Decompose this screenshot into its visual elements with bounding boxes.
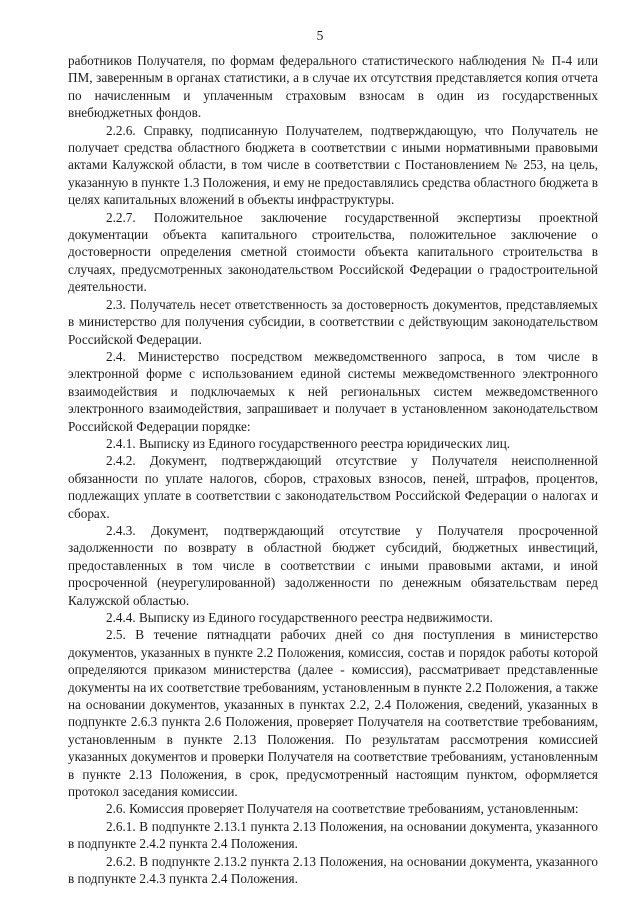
document-body	[68, 52, 598, 888]
paragraph-2-6-1: 2.6.1. В подпункте 2.13.1 пункта 2.13 Положения, на основании документа, указанного в подпункте 2.4.2 пункта 2.4 Положения.	[68, 818, 598, 852]
paragraph-2-4-2: 2.4.2. Документ, подтверждающий отсутствие у Получателя неисполненной обязанности по уплате налогов, сборов, страховых взносов, пеней, штрафов, процентов, подлежащих уплате в соответствии с законодательством Российской Федерации о налогах и сборах.	[68, 453, 598, 521]
paragraph-2-4-4: 2.4.4. Выписку из Единого государственного реестра недвижимости.	[106, 610, 493, 625]
paragraph-2-6: 2.6. Комиссия проверяет Получателя на соответствие требованиям, установленным:	[106, 801, 579, 817]
paragraph-2-6-2: 2.6.2. В подпункте 2.13.2 пункта 2.13 Положения, на основании документа, указанного в подпункте 2.4.3 пункта 2.4 Положения.	[68, 853, 598, 887]
paragraph-2-4: 2.4. Министерство посредством межведомственного запроса, в том числе в электронной форме с использованием единой системы межведомственного электронного взаимодействия и подключаемых к ней региональных систем межведомственного электронного взаимодействия, запрашивает и получает в установленном законодательством Российской Федерации порядке:	[68, 348, 598, 434]
paragraph-2-2-7: 2.2.7. Положительное заключение государственной экспертизы проектной документации объекта капитального строительства, положительное заключение о достоверности определения сметной стоимости объекта капитального строительства в случаях, предусмотренных законодательством Российской Федерации о градостроительной деятельности.	[68, 209, 598, 295]
paragraph-2-2-6: 2.2.6. Справку, подписанную Получателем, подтверждающую, что Получатель не получает средства областного бюджета в соответствии с иными нормативными правовыми актами Калужской области, в том числе в соответствии с Постановлением № 253, на цель, указанную в пункте 1.3 Положения, и ему не предоставлялись средства областного бюджета в целях капитальных вложений в объекты инфраструктуры.	[68, 122, 598, 208]
paragraph-2-5: 2.5. В течение пятнадцати рабочих дней со дня поступления в министерство документов, указанных в пункте 2.2 Положения, комиссия, состав и порядок работы которой определяются приказом министерства (далее - комиссия), рассматривает представленные документы на их соответствие требованиям, установленным в пункте 2.2 Положения, а также на основании документов, указанных в пунктах 2.2, 2.4 Положения, сведений, указанных в подпункте 2.6.3 пункта 2.6 Положения, проверяет Получателя на соответствие требованиям, установленным в пункте 2.13 Положения. По результатам рассмотрения комиссией указанных документов и проверки Получателя на соответствие требованиям, установленным в пункте 2.13 Положения, в срок, предусмотренный настоящим пунктом, оформляется протокол заседания комиссии.	[68, 627, 598, 800]
paragraph-continuation: работников Получателя, по формам федерального статистического наблюдения № П-4 или ПМ, заверенным в органах статистики, а в случае их отсутствия представляется копия отчета по начисленным и уплаченным страховым взносам в один из государственных внебюджетных фондов.	[68, 53, 598, 121]
page-number: 5	[316, 28, 324, 43]
paragraph-2-4-1: 2.4.1. Выписку из Единого государственного реестра юридических лиц.	[106, 435, 511, 451]
paragraph-2-3: 2.3. Получатель несет ответственность за достоверность документов, представляемых в министерство для получения субсидии, в соответствии с действующим законодательством Российской Федерации.	[68, 296, 598, 347]
paragraph-2-4-3: 2.4.3. Документ, подтверждающий отсутствие у Получателя просроченной задолженности по возврату в областной бюджет субсидий, бюджетных инвестиций, предоставленных в том числе в соответствии с иными правовыми актами, и иной просроченной (неурегулированной) задолженности по денежным обязательствам перед Калужской областью.	[68, 522, 598, 608]
